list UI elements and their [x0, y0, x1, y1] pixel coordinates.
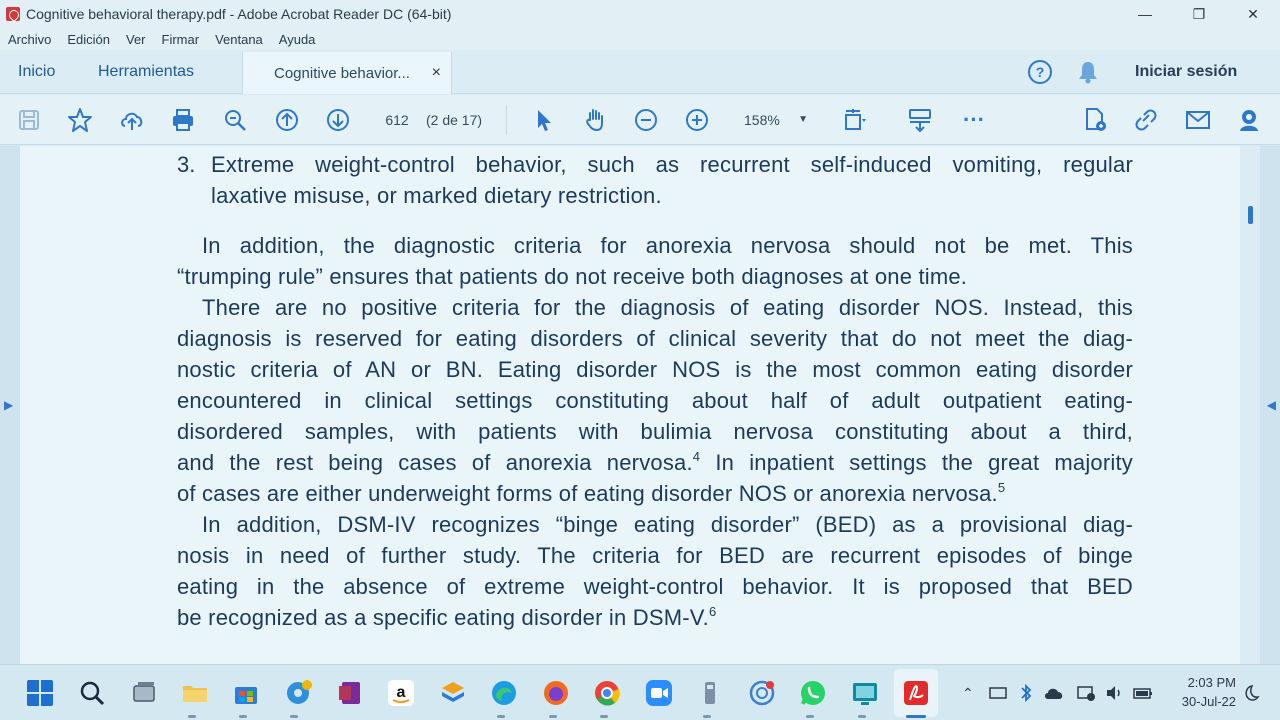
fit-page-icon[interactable]: [840, 106, 868, 134]
tab-home[interactable]: Inicio: [18, 63, 56, 80]
close-tab-icon[interactable]: ×: [431, 64, 441, 81]
tab-document-label: Cognitive behavior...: [274, 64, 410, 82]
text-segment: be recognized as a specific eating disorder in DSM-V.: [177, 605, 709, 630]
share-link-icon[interactable]: [1132, 106, 1160, 134]
running-indicator: [239, 715, 247, 718]
zoom-meetings-icon[interactable]: [645, 679, 673, 707]
text-line: There are no positive criteria for the diagnosis of eating disorder NOS. Instead, this: [202, 295, 1133, 320]
help-icon[interactable]: ?: [1028, 60, 1052, 84]
chrome-icon[interactable]: [593, 679, 621, 707]
file-explorer-icon[interactable]: [181, 679, 209, 707]
menu-edicion[interactable]: Edición: [67, 31, 110, 47]
scroll-mode-icon[interactable]: [906, 106, 934, 134]
list-item-number: 3.: [177, 152, 196, 177]
acrobat-taskbar-icon[interactable]: [902, 679, 930, 707]
title-bar: [0, 0, 1280, 28]
tabs-bar: [0, 50, 1280, 94]
text-line: [177, 447, 1133, 478]
menu-ayuda[interactable]: Ayuda: [278, 31, 316, 47]
start-windows-icon[interactable]: [26, 679, 54, 707]
select-cursor-icon[interactable]: [530, 106, 558, 134]
text-line: disordered samples, with patients with bulimia nervosa constituting about a third,: [177, 419, 1133, 444]
cloud-sync-icon[interactable]: [1043, 683, 1065, 703]
text-line: nostic criteria of AN or BN. Eating disorder NOS is the most common eating disorder: [177, 357, 1133, 382]
close-window-button[interactable]: ✕: [1247, 5, 1259, 22]
expand-right-pane-icon[interactable]: ◀: [1266, 398, 1276, 412]
onenote-icon[interactable]: [336, 679, 364, 707]
store-icon[interactable]: [232, 679, 260, 707]
zoom-in-icon[interactable]: [683, 106, 711, 134]
footnote-ref[interactable]: 4: [692, 449, 701, 464]
clock[interactable]: [1164, 673, 1236, 711]
hand-tool-icon[interactable]: [581, 106, 609, 134]
battery-icon[interactable]: [1132, 683, 1154, 703]
text-line: In addition, DSM-IV recognizes “binge eating disorder” (BED) as a provisional diag-: [202, 512, 1133, 537]
minimize-button[interactable]: —: [1138, 6, 1152, 22]
text-line: diagnosis is reserved for eating disorders of clinical severity that do not meet the diag-: [177, 326, 1133, 351]
menu-firmar[interactable]: Firmar: [161, 31, 200, 47]
menu-bar: [0, 28, 1280, 50]
whatsapp-icon[interactable]: [799, 679, 827, 707]
search-icon[interactable]: [78, 679, 106, 707]
email-icon[interactable]: [1184, 106, 1212, 134]
bluetooth-icon[interactable]: [1017, 683, 1035, 703]
text-line: laxative misuse, or marked dietary restriction.: [211, 183, 662, 208]
paragraph-binge-eating: [177, 509, 1133, 633]
firefox-icon[interactable]: [542, 679, 570, 707]
expand-left-pane-icon[interactable]: ▶: [4, 398, 14, 412]
settings-gear-icon[interactable]: [284, 679, 312, 707]
account-help-icon[interactable]: [1236, 106, 1264, 134]
clock-time: 2:03 PM: [1187, 675, 1236, 690]
display-tray-icon[interactable]: [1076, 683, 1096, 703]
pdf-page: [20, 146, 1240, 664]
remote-desktop-icon[interactable]: [851, 679, 879, 707]
task-view-icon[interactable]: [130, 679, 158, 707]
paragraph-eating-disorder-nos: [177, 292, 1133, 509]
document-viewport: [0, 146, 1280, 664]
export-pdf-icon[interactable]: [1081, 106, 1109, 134]
window-controls: [1118, 0, 1280, 28]
text-line: encountered in clinical settings constituting about half of adult outpatient eating-: [177, 388, 1133, 413]
running-indicator: [600, 715, 608, 718]
text-line: eating in the absence of extreme weight-control behavior. It is proposed that BED: [177, 574, 1133, 599]
acrobat-app-icon: [6, 7, 20, 21]
menu-ver[interactable]: Ver: [126, 31, 146, 47]
running-indicator: [858, 715, 866, 718]
print-icon[interactable]: [169, 106, 197, 134]
edge-browser-icon[interactable]: [490, 679, 518, 707]
paragraph-trumping-rule: [177, 230, 1133, 292]
sign-in-button[interactable]: Iniciar sesión: [1135, 63, 1238, 80]
next-page-icon[interactable]: [324, 106, 352, 134]
usb-device-icon[interactable]: [696, 679, 724, 707]
page-count: (2 de 17): [426, 112, 483, 128]
vpn-app-icon[interactable]: [748, 679, 776, 707]
vertical-scrollbar[interactable]: [1240, 146, 1260, 664]
zoom-out-icon[interactable]: [632, 106, 660, 134]
clock-date: 30-Jul-22: [1181, 694, 1236, 709]
zoom-select[interactable]: [736, 109, 812, 131]
list-item-3: [211, 149, 1133, 211]
zoom-search-icon[interactable]: [221, 106, 249, 134]
save-icon[interactable]: [15, 106, 43, 134]
footnote-ref[interactable]: 5: [997, 480, 1006, 495]
text-line: nosis in need of further study. The criteria for BED are recurrent episodes of binge: [177, 543, 1133, 568]
bookmark-star-icon[interactable]: [66, 106, 94, 134]
stack-app-icon[interactable]: [439, 679, 467, 707]
active-indicator: [906, 715, 926, 718]
zoom-value: 158%: [744, 112, 780, 128]
running-indicator: [290, 715, 298, 718]
keyboard-tray-icon[interactable]: [988, 683, 1008, 703]
focus-assist-moon-icon[interactable]: [1240, 683, 1260, 703]
volume-icon[interactable]: [1104, 683, 1124, 703]
show-hidden-icons[interactable]: ⌃: [962, 684, 974, 701]
window-title: Cognitive behavioral therapy.pdf - Adobe Acrobat Reader DC (64-bit): [26, 6, 452, 22]
text-line: Extreme weight-control behavior, such as recurrent self-induced vomiting, regular: [211, 152, 1133, 177]
text-line: [177, 478, 1133, 509]
text-segment: In inpatient settings the great majority: [700, 450, 1133, 475]
menu-archivo[interactable]: Archivo: [8, 31, 52, 47]
running-indicator: [497, 715, 505, 718]
tab-tools[interactable]: Herramientas: [98, 63, 195, 80]
chevron-down-icon: ▼: [798, 114, 808, 125]
page-number-input[interactable]: 612: [385, 112, 409, 128]
taskbar: [0, 664, 1280, 720]
scrollbar-thumb[interactable]: [1248, 206, 1253, 224]
upload-cloud-icon[interactable]: [118, 106, 146, 134]
toolbar: [0, 95, 1280, 145]
running-indicator: [549, 715, 557, 718]
text-line: “trumping rule” ensures that patients do not receive both diagnoses at one time.: [177, 264, 968, 289]
text-line: [177, 602, 1133, 633]
tab-document[interactable]: [242, 52, 452, 94]
toolbar-divider: [506, 105, 507, 135]
menu-ventana[interactable]: Ventana: [215, 31, 263, 47]
running-indicator: [188, 715, 196, 718]
footnote-ref[interactable]: 6: [708, 604, 717, 619]
running-indicator: [703, 715, 711, 718]
previous-page-icon[interactable]: [273, 106, 301, 134]
svg-text:a: a: [396, 684, 406, 701]
more-tools-icon[interactable]: ···: [963, 107, 985, 132]
restore-button[interactable]: ❐: [1192, 5, 1206, 22]
amazon-icon[interactable]: [387, 679, 415, 707]
text-segment: and the rest being cases of anorexia nervosa.: [177, 450, 693, 475]
text-segment: of cases are either underweight forms of eating disorder NOS or anorexia nervosa.: [177, 481, 998, 506]
running-indicator: [806, 715, 814, 718]
bell-icon[interactable]: [1077, 60, 1099, 84]
text-line: In addition, the diagnostic criteria for anorexia nervosa should not be met. This: [202, 233, 1133, 258]
